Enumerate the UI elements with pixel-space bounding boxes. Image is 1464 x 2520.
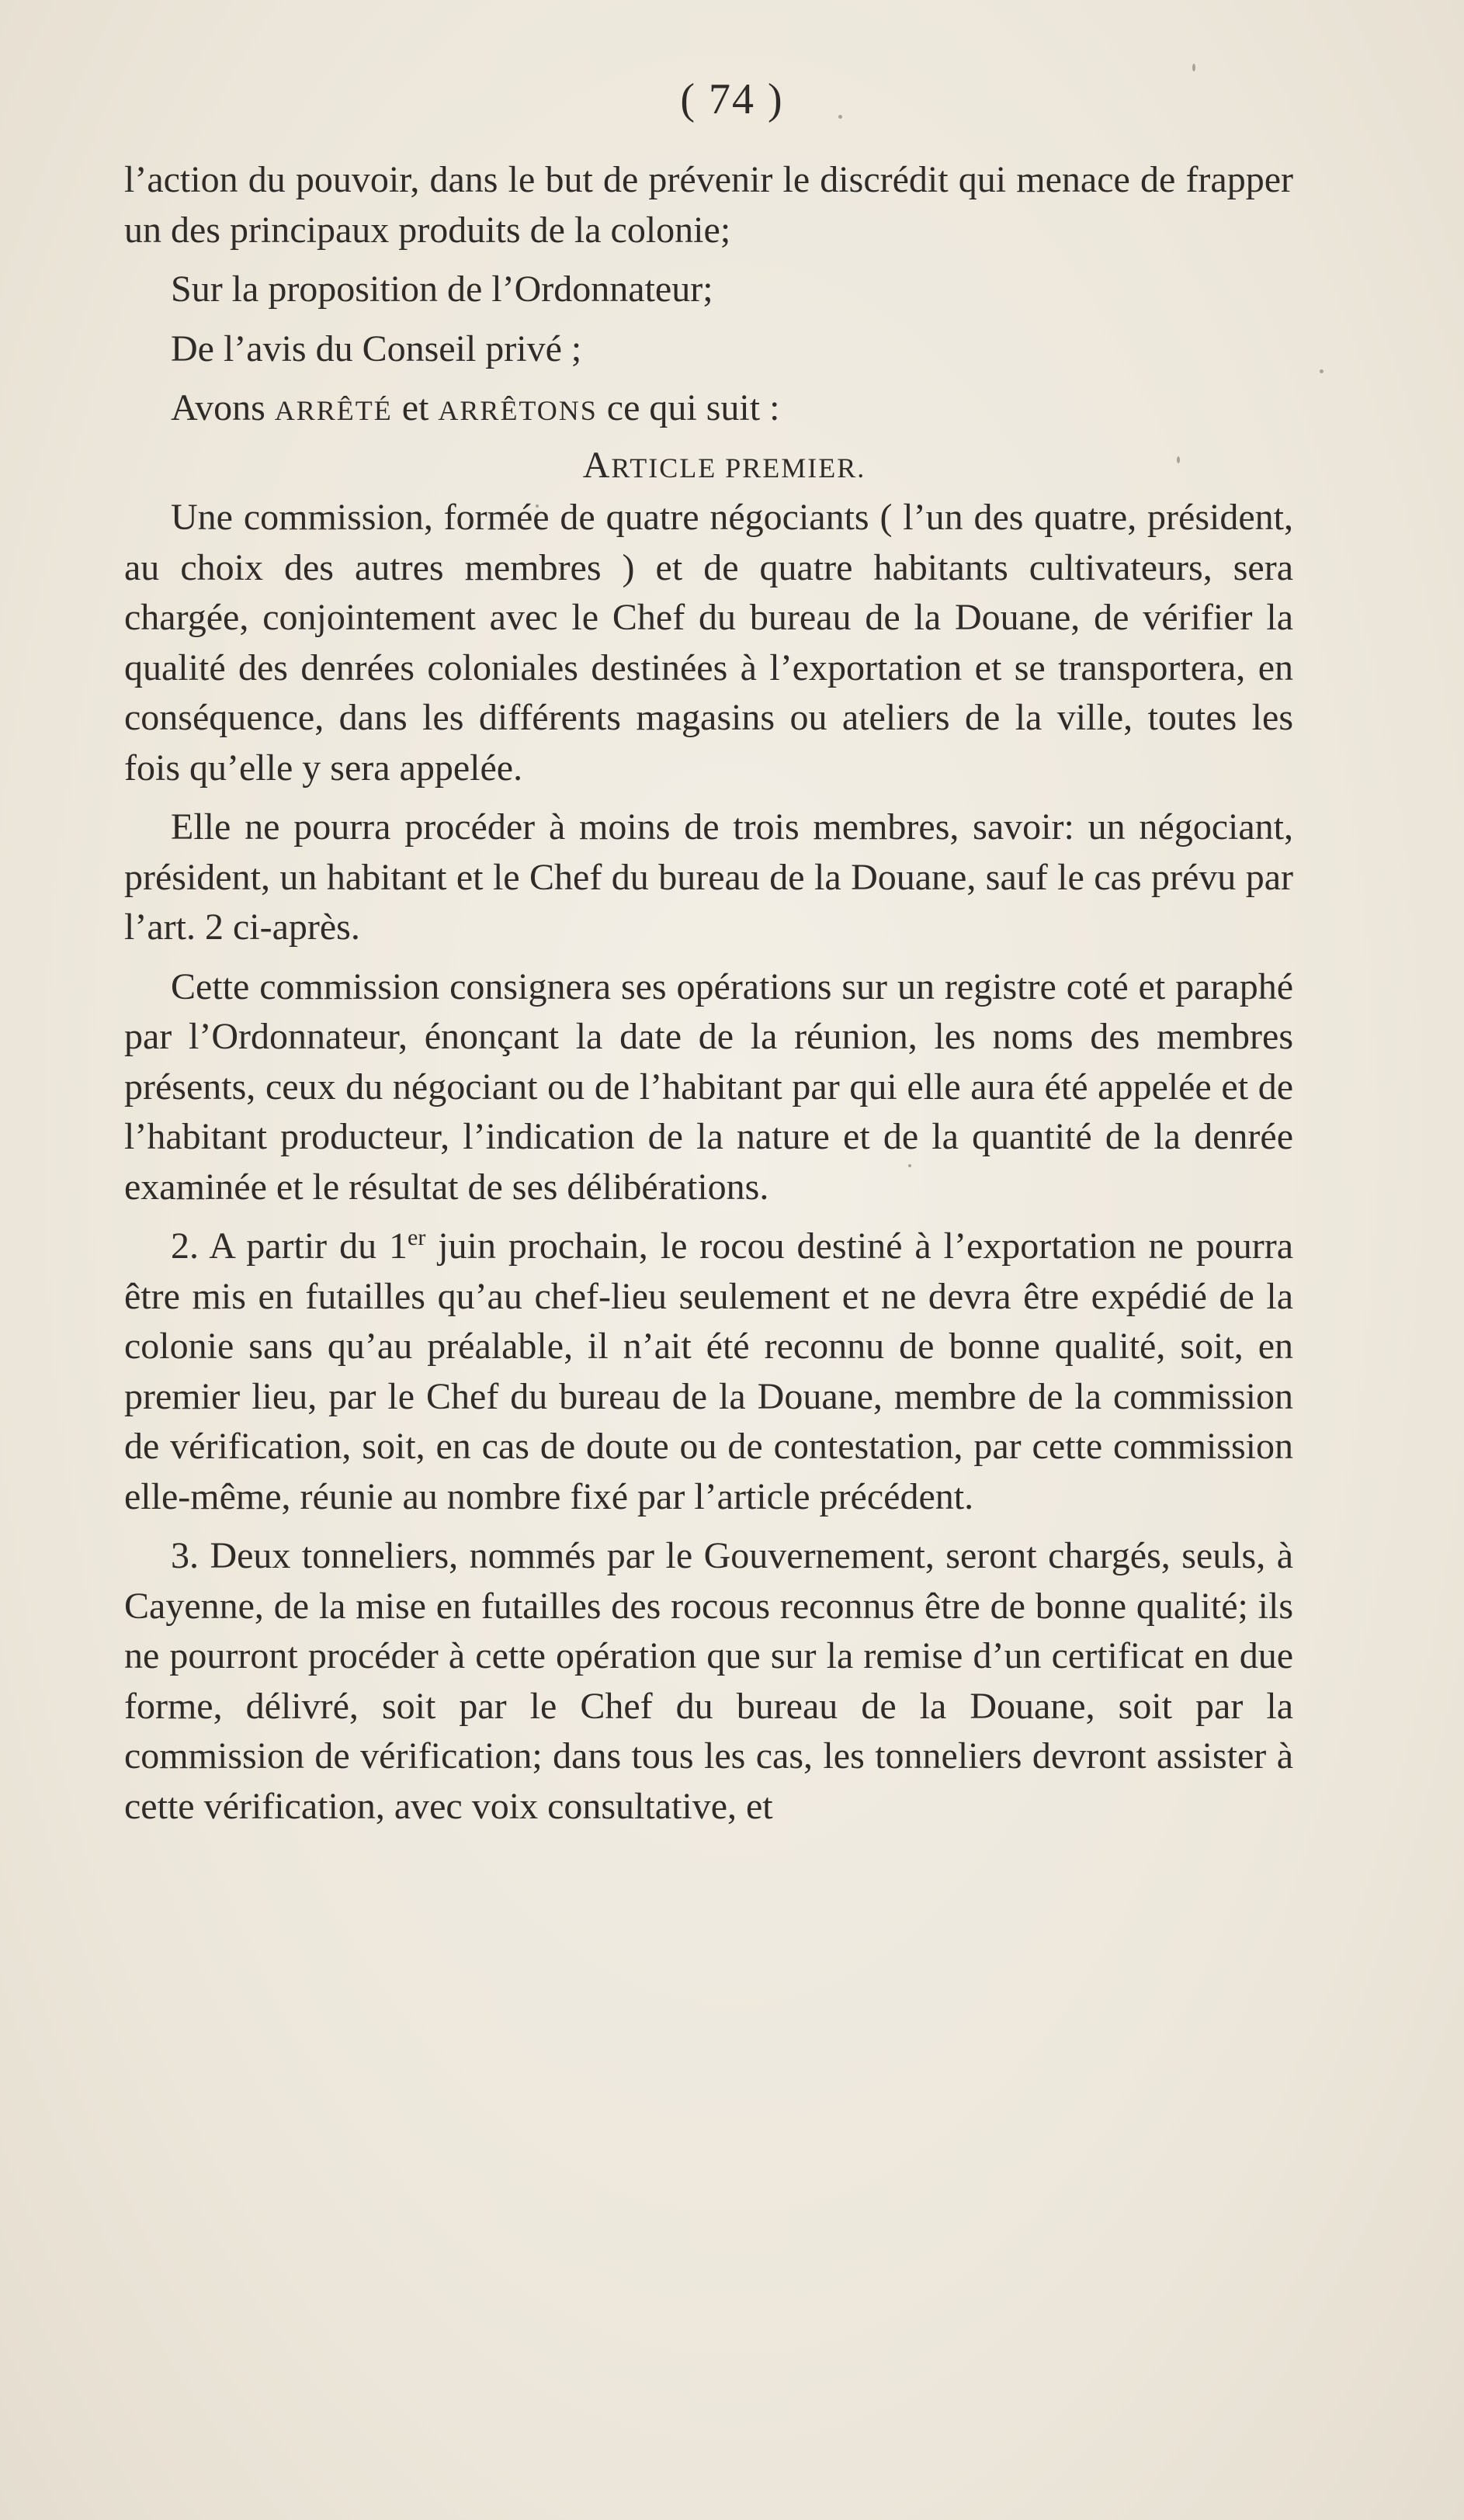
body-text xyxy=(124,155,1293,1832)
article-2-paragraph xyxy=(124,1222,1293,1522)
page-number: ( 74 ) xyxy=(680,75,784,123)
paragraph-continuation: l’action du pouvoir, dans le but de prévenir le discrédit qui menace de frapper un des principaux produits de la colonie; xyxy=(124,159,1293,251)
article-heading-rest: RTICLE PREMIER. xyxy=(611,452,866,484)
arrete-word: ARRÊTÉ xyxy=(274,395,393,426)
paragraph-proposition: Sur la proposition de l’Ordonnateur; xyxy=(171,269,713,310)
article-3-paragraph: 3. Deux tonneliers, nommés par le Gouvernement, seront chargés, seuls, à Cayenne, de la mise en futailles des rocous reconnus être de bonne qualité; ils ne pourront procéder à cette opération que sur la remise d’un certificat en due forme, délivré, soit par le Chef du bureau de la Douane, soit par la commission de vérification; dans tous les cas, les tonneliers devront assister à cette vérification, avec voix consultative, et xyxy=(124,1535,1293,1827)
article-1-registry-paragraph: Cette commission consignera ses opérations sur un registre coté et paraphé par l’Ordonnateur, énonçant la date de la réunion, les noms des membres présents, ceux du négociant ou de l’habitant par qui elle aura été appelée et de l’habitant producteur, l’indication de la nature et de la quantité de la denrée examinée et le résultat de ses délibérations. xyxy=(124,965,1293,1208)
article-1-paragraph: Une commission, formée de quatre négociants ( l’un des quatre, président, au choix des autres membres ) et de quatre habitants cultivateurs, sera chargée, conjointement avec le Chef du bureau de la Douane, de vérifier la qualité des denrées coloniales destinées à l’exportation et se transportera, en conséquence, dans les différents magasins ou ateliers de la ville, toutes les fois qu’elle y sera appelée. xyxy=(124,497,1293,789)
ce-qui-suit: ce qui suit : xyxy=(606,387,780,428)
article-2-superscript: er xyxy=(408,1225,426,1250)
article-heading-initial: A xyxy=(582,444,612,486)
article-2-start: 2. A partir du 1 xyxy=(171,1225,408,1267)
article-1-quorum-paragraph: Elle ne pourra procéder à moins de trois membres, savoir: un négociant, président, un habitant et le Chef du bureau de la Douane, sauf le cas prévu par l’art. 2 ci-après. xyxy=(124,806,1293,948)
paragraph-avis: De l’avis du Conseil privé ; xyxy=(171,328,582,369)
arretons-word: ARRÊTONS xyxy=(438,395,598,426)
paragraph-arrete xyxy=(124,383,1293,436)
et-word: et xyxy=(401,387,429,428)
avons-word: Avons xyxy=(171,387,265,428)
article-2-rest: juin prochain, le rocou destiné à l’exportation ne pourra être mis en futailles qu’au chef-lieu seulement et ne devra être expédié de la colonie sans qu’au préalable, il n’ait été reconnu de bonne qualité, soit, en premier lieu, par le Chef du bureau de la Douane, membre de la commission de vérification, soit, en cas de doute ou de contestation, par cette commission elle-même, réunie au nombre fixé par l’article précédent. xyxy=(124,1225,1294,1517)
article-heading xyxy=(124,441,1293,494)
